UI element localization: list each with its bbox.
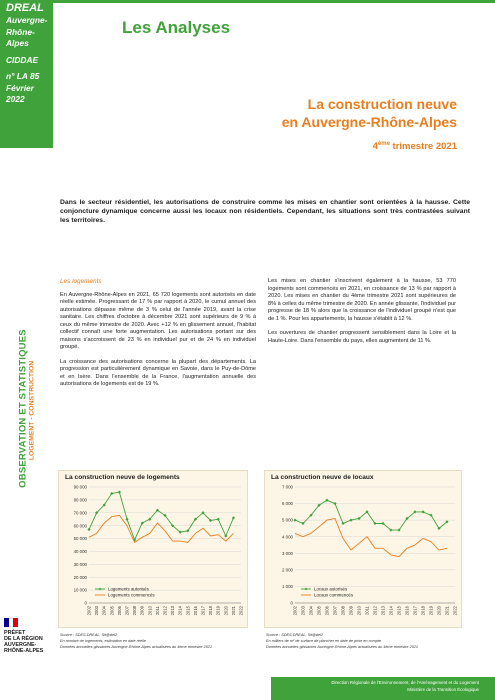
quarter-number: 4 [372, 141, 378, 153]
x-tick-label: 2013 [170, 606, 176, 616]
x-tick-label: 2021 [230, 606, 236, 616]
y-tick-label: 30 000 [73, 561, 87, 567]
data-point [349, 519, 352, 522]
x-tick-label: 2007 [332, 606, 338, 616]
source-line: En nombre de logements, estimation en date réelle [60, 639, 146, 643]
y-tick-label: 80 000 [73, 497, 87, 503]
x-tick-label: 2005 [316, 606, 322, 616]
chart-title: La construction neuve de logements [65, 474, 180, 481]
source-line: Source : SDES-DREAL, Sit@del2 [60, 633, 118, 637]
data-point [217, 518, 220, 521]
x-tick-label: 2022 [452, 606, 458, 616]
x-tick-label: 2008 [132, 606, 138, 616]
title-line-2: en Auvergne-Rhône-Alpes [281, 114, 457, 130]
source-notes-left [60, 632, 248, 650]
x-tick-label: 2009 [139, 606, 145, 616]
y-tick-label: 0 [84, 600, 87, 606]
y-tick-label: 60 000 [73, 523, 87, 529]
data-point [118, 491, 121, 494]
issue-number: n° LA 85 [6, 71, 40, 81]
paragraph: Les ouvertures de chantier progressent sensiblement dans la Loire et la Haute-Loire. Dans l'ensemble du pays, elles augmentent de 11 %. [268, 330, 456, 344]
x-tick-label: 2004 [101, 606, 107, 616]
footer-line-2: Ministère de la Transition Écologique [407, 687, 479, 692]
prefecture-logo [4, 618, 52, 654]
y-tick-label: 1 000 [282, 584, 293, 590]
y-tick-label: 20 000 [73, 574, 87, 580]
data-point [341, 522, 344, 525]
paragraph: La croissance des autorisations concerne la plupart des départements. La progression est particulièrement dynamique en Savoie, dans le Puy-de-Dôme et en Isère. Dans l'ensemble de la France, l'augmentation annuelle des autorisations de logements est de 19 %. [60, 358, 256, 387]
legend-label: Logements commencés [108, 592, 155, 598]
data-point [232, 516, 235, 519]
y-tick-label: 40 000 [73, 549, 87, 555]
intro-paragraph: Dans le secteur résidentiel, les autorisations de construire comme les mises en chantier sont orientées à la hausse. Cette conjoncture dynamique concerne aussi les locaux non résidentiels. Cependant, les situations sont très contrastées suivant les territoires. [60, 199, 470, 224]
marianne-flag-icon [4, 618, 18, 627]
sidebar-header-block [0, 0, 53, 148]
series-line [89, 515, 233, 542]
x-tick-label: 2015 [396, 606, 402, 616]
logo-line: RHÔNE-ALPES [4, 648, 44, 654]
left-column [60, 278, 256, 396]
source-notes-right [266, 632, 462, 650]
paragraph: Les mises en chantier s'inscrivent également à la hausse, 53 770 logements sont commencés en 2021, en croissance de 13 % par rapport à 2020. Les mises en chantier du 4ème trimestre 2021 sont supérieures de 8% à celles du même trimestre de 2020. En année glissante, l'individuel pur progresse de 18 % alors que la croissance de l'individuel groupé n'est que de 1 %. Pour les appartements, la hausse s'établit à 12 %. [268, 278, 456, 322]
chart-title: La construction neuve de locaux [271, 474, 374, 481]
quarter-suffix: ème [377, 141, 390, 147]
legend-marker [305, 588, 308, 591]
y-tick-label: 90 000 [73, 484, 87, 490]
footer [271, 677, 495, 700]
x-tick-label: 2004 [308, 606, 314, 616]
x-tick-label: 2011 [364, 606, 370, 616]
x-tick-label: 2007 [124, 606, 130, 616]
x-tick-label: 2016 [192, 606, 198, 616]
header-rule [53, 0, 495, 3]
y-tick-label: 50 000 [73, 536, 87, 542]
page-title [282, 95, 457, 131]
data-point [293, 519, 296, 522]
series-line [295, 500, 447, 530]
x-tick-label: 2015 [185, 606, 191, 616]
chart-logements [58, 470, 248, 628]
x-tick-label: 2017 [200, 606, 206, 616]
quarter-label: trimestre 2021 [389, 141, 457, 153]
vertical-section-labels [3, 285, 47, 555]
x-tick-label: 2018 [420, 606, 426, 616]
x-tick-label: 2013 [380, 606, 386, 616]
title-line-1: La construction neuve [307, 96, 457, 112]
unit-name: CIDDAE [6, 54, 39, 65]
source-line: Source : SDES-DREAL, Sit@del2 [266, 633, 324, 637]
legend-label: Locaux autorisés [314, 586, 348, 592]
data-point [87, 528, 90, 531]
y-tick-label: 4 000 [282, 534, 293, 540]
x-tick-label: 2008 [340, 606, 346, 616]
x-tick-label: 2005 [109, 606, 115, 616]
y-tick-label: 0 [290, 600, 293, 606]
x-tick-label: 2020 [223, 606, 229, 616]
org-name: DREAL [6, 2, 44, 14]
x-tick-label: 2012 [162, 606, 168, 616]
source-line: Données annuelles glissantes Auvergne-Rhône-Alpes actualisées au 4ème trimestre 2021 [266, 645, 419, 649]
x-tick-label: 2011 [154, 606, 160, 616]
x-tick-label: 2006 [116, 606, 122, 616]
data-point [125, 518, 128, 521]
legend-label: Logements autorisés [108, 586, 149, 592]
x-tick-label: 2006 [324, 606, 330, 616]
x-tick-label: 2020 [436, 606, 442, 616]
data-point [141, 521, 144, 524]
sidebar [0, 0, 53, 700]
x-tick-label: 2009 [348, 606, 354, 616]
section-heading: Les logements [60, 278, 102, 285]
x-tick-label: 2022 [238, 606, 244, 616]
logo-line: PRÉFET [4, 630, 26, 636]
x-tick-label: 2012 [372, 606, 378, 616]
y-tick-label: 70 000 [73, 510, 87, 516]
issue-year: 2022 [6, 94, 25, 104]
x-tick-label: 2016 [404, 606, 410, 616]
region-line-1: Auvergne- [6, 15, 48, 25]
x-tick-label: 2014 [388, 606, 394, 616]
data-point [421, 510, 424, 513]
x-tick-label: 2002 [292, 606, 298, 616]
vertical-label-sub: LOGEMENT - CONSTRUCTION [28, 360, 36, 461]
data-point [224, 534, 227, 537]
y-tick-label: 2 000 [282, 567, 293, 573]
series-line [295, 519, 447, 557]
chart-locaux-svg [265, 483, 463, 629]
x-tick-label: 2018 [208, 606, 214, 616]
footer-line-1: Direction Régionale de l'Environnement, de l'Aménagement et du Logement [331, 680, 479, 685]
y-tick-label: 10 000 [73, 587, 87, 593]
source-line: Données annuelles glissantes Auvergne-Rhône-Alpes actualisées au 4ème trimestre 2021 [60, 645, 213, 649]
source-line: En milliers de m² de surface de plancher en date de prise en compte [266, 639, 382, 643]
logo-line: DE LA RÉGION [4, 636, 43, 642]
chart-locaux [264, 470, 462, 628]
y-tick-label: 5 000 [282, 517, 293, 523]
x-tick-label: 2019 [215, 606, 221, 616]
issue-month: Février [6, 82, 34, 93]
x-tick-label: 2014 [177, 606, 183, 616]
paragraph: En Auvergne-Rhône-Alpes en 2021, 65 720 logements sont autorisés en date réelle estimée. Progressant de 17 % par rapport à 2020, le cumul annuel des autorisations dépasse même de 3 % celui de l'année 2019, avant la crise sanitaire. Les chiffres d'octobre à décembre 2021 sont supérieurs de 9 % à ceux du même trimestre de 2020. Avec +12 % en glissement annuel, l'habitat collectif connaît une forte augmentation. Les autorisations portant sur des maisons s'accroissent de 23 % en individuel pur et de 24 % en individuel groupé. [60, 291, 256, 350]
region-line-2: Rhône-Alpes [6, 26, 35, 48]
x-tick-label: 2010 [147, 606, 153, 616]
page-subtitle [373, 141, 457, 152]
x-tick-label: 2003 [94, 606, 100, 616]
series-line [89, 492, 233, 540]
x-tick-label: 2017 [412, 606, 418, 616]
x-tick-label: 2002 [86, 606, 92, 616]
right-column [268, 278, 456, 352]
series-name: Les Analyses [122, 18, 231, 37]
y-tick-label: 3 000 [282, 550, 293, 556]
logo-line: AUVERGNE- [4, 642, 37, 648]
y-tick-label: 7 000 [282, 484, 293, 490]
x-tick-label: 2019 [428, 606, 434, 616]
vertical-label-main: OBSERVATION ET STATISTIQUES [17, 329, 29, 488]
chart-logements-svg [59, 483, 249, 629]
data-point [333, 502, 336, 505]
y-tick-label: 6 000 [282, 501, 293, 507]
x-tick-label: 2003 [300, 606, 306, 616]
x-tick-label: 2010 [356, 606, 362, 616]
x-tick-label: 2021 [444, 606, 450, 616]
legend-label: Locaux commencés [314, 592, 354, 598]
